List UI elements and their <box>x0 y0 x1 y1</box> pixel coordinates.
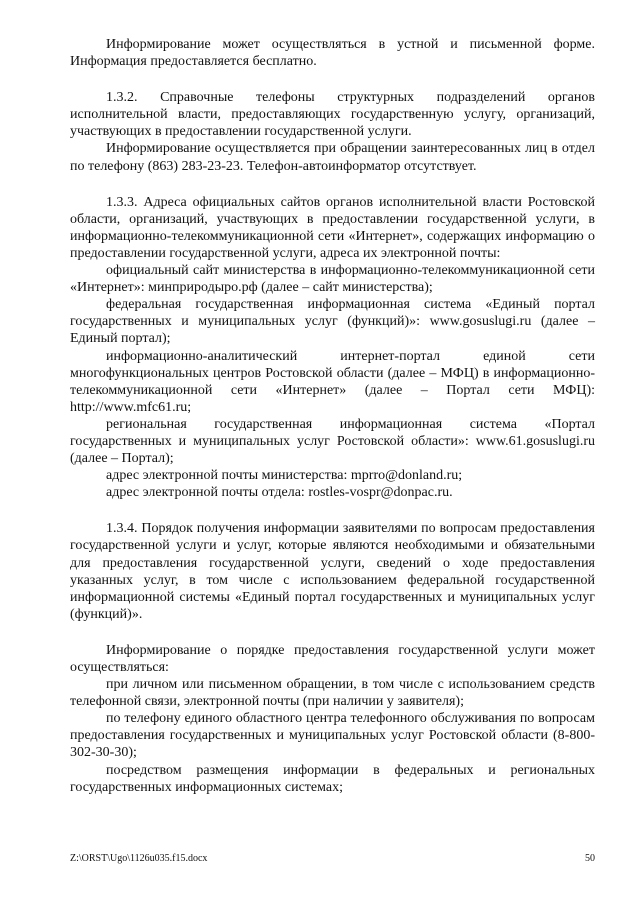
paragraph-ministry-site: официальный сайт министерства в информационно-телекоммуникационной сети «Интернет»: минприродыро.рф (далее – сайт министерства); <box>70 263 595 296</box>
paragraph-mfc-portal: информационно-аналитический интернет-портал единой сети многофункциональных центров Ростовской области (далее – МФЦ) в информационно-телекоммуникационной сети «Интернет» (далее – Портал сети МФЦ): http://www.mfc61.ru; <box>70 348 595 415</box>
paragraph-department-phone: Информирование осуществляется при обращении заинтересованных лиц в отдел по телефону (863) 283-23-23. Телефон-автоинформатор отсутствует. <box>70 141 595 174</box>
paragraph-information-systems: посредством размещения информации в федеральных и региональных государственных информационных системах; <box>70 762 595 795</box>
paragraph-informing-form: Информирование может осуществляться в устной и письменной форме. Информация предоставляется бесплатно. <box>70 37 595 70</box>
paragraph-department-email: адрес электронной почты отдела: rostles-vospr@donpac.ru. <box>106 485 453 501</box>
paragraph-1-3-2-heading: 1.3.2. Справочные телефоны структурных подразделений органов исполнительной власти, предоставляющих государственную услугу, организаций, участвующих в предоставлении государственной услуги. <box>70 90 595 140</box>
file-path: Z:\ORST\Ugo\1126u035.f15.docx <box>70 853 208 864</box>
page-number: 50 <box>585 853 595 864</box>
paragraph-informing-order: Информирование о порядке предоставления государственной услуги может осуществляться: <box>70 642 595 675</box>
paragraph-1-3-4-heading: 1.3.4. Порядок получения информации заявителями по вопросам предоставления государственной услуги и услуг, которые являются необходимыми и обязательными для предоставления государственной услуги, сведений о ходе предоставления указанных услуг, в том числе с использованием федеральной государственной информационной системы «Единый портал государственных и муниципальных услуг (функций)». <box>70 521 595 622</box>
paragraph-ministry-email: адрес электронной почты министерства: mprro@donland.ru; <box>106 468 463 484</box>
paragraph-call-center: по телефону единого областного центра телефонного обслуживания по вопросам предоставления государственных и муниципальных услуг Ростовской области (8-800-302-30-30); <box>70 711 595 761</box>
paragraph-unified-portal: федеральная государственная информационная система «Единый портал государственных и муниципальных услуг (функций)»: www.gosuslugi.ru (далее – Единый портал); <box>70 297 595 347</box>
paragraph-personal-request: при личном или письменном обращении, в том числе с использованием средств телефонной связи, электронной почты (при наличии у заявителя); <box>70 677 595 710</box>
paragraph-1-3-3-heading: 1.3.3. Адреса официальных сайтов органов исполнительной власти Ростовской области, организаций, участвующих в предоставлении государственной услуги, в информационно-телекоммуникационной сети «Интернет», содержащих информацию о предоставлении государственной услуги, адреса их электронной почты: <box>70 194 595 261</box>
page-footer <box>70 853 595 865</box>
paragraph-regional-portal: региональная государственная информационная система «Портал государственных и муниципальных услуг Ростовской области»: www.61.gosuslugi.ru (далее – Портал); <box>70 416 595 467</box>
document-body <box>70 36 595 796</box>
